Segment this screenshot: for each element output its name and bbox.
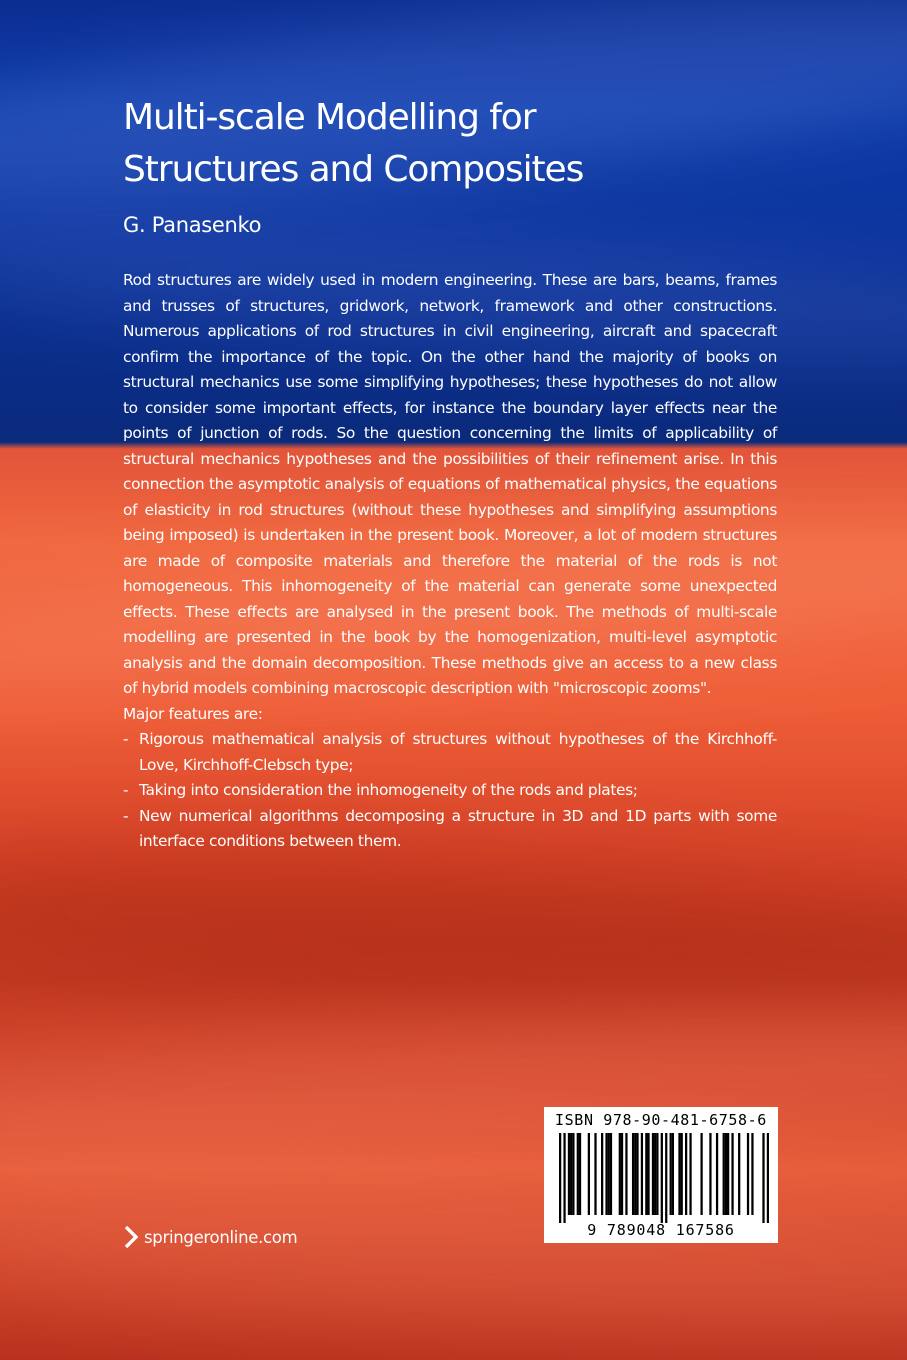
barcode-bar [594,1133,596,1215]
barcode-bar [738,1133,740,1215]
barcode-bar [625,1133,627,1215]
feature-item [123,804,777,855]
barcode-bar [727,1133,729,1215]
barcode-bar [605,1133,607,1215]
barcode-bar [681,1133,683,1215]
barcode-bar [608,1133,610,1215]
ean-digits: 9 789048 167586 [587,1221,735,1239]
bullet-dash: - [123,806,129,825]
barcode-bar [632,1133,634,1215]
barcode-bar [767,1133,769,1223]
barcode-bar [647,1133,649,1215]
barcode-bar [610,1133,612,1215]
isbn-barcode [544,1107,778,1243]
barcode-bar [654,1133,656,1215]
barcode-bar [731,1133,733,1215]
feature-text: New numerical algorithms decomposing a structure in 3D and 1D parts with some interface conditions between them. [139,806,777,850]
barcode-bar [559,1133,561,1223]
features-heading: Major features are: [123,704,263,723]
chevron-right-icon [124,1226,138,1248]
barcode-bar [588,1133,590,1215]
barcode-bar [652,1133,654,1215]
description-paragraph: Rod structures are widely used in modern engineering. These are bars, beams, frames and trusses of structures, gridwork, network, framework and other constructions. Numerous applications of rod structures in civil engineering, aircraft and spacecraft confirm the importance of the topic. On the other hand the majority of books on structural mechanics use some simplifying hypotheses; these hypotheses do not allow to consider some important effects, for instance the boundary layer effects near the points of junction of rods. So the question concerning the limits of applicability of structural mechanics hypotheses and the possibilities of their refinement arise. In this connection the asymptotic analysis of equations of mathematical physics, the equations of elasticity in rod structures (without these hypotheses and simplifying assumptions being imposed) is undertaken in the present book. Moreover, a lot of modern structures are made of composite materials and therefore the material of the rods is not homogeneous. This inhomogeneity of the material can generate some unexpected effects. These effects are analysed in the present book. The methods of multi-scale modelling are presented in the book by the homogenization, multi-level asymptotic analysis and the domain decomposition. These methods give an access to a new class of hybrid models combining macroscopic description with "microscopic zooms". [123,271,777,697]
bullet-dash: - [123,730,129,748]
barcode-bar [636,1133,638,1215]
barcode-bar [645,1133,647,1215]
book-title-line-1: Multi-scale Modelling for [123,97,536,138]
barcode-bar [672,1133,674,1215]
barcode-bar [725,1133,727,1215]
barcode-bar [572,1133,574,1215]
barcode-bar [641,1133,643,1215]
features-list [123,727,777,855]
feature-item [123,778,777,804]
book-title-line-2: Structures and Composites [123,149,584,190]
barcode-bar [656,1133,658,1215]
book-author: G. Panasenko [123,213,262,237]
barcode-bar [619,1133,621,1215]
barcode-bar [568,1133,570,1215]
barcode-bar [621,1133,623,1215]
publisher-link-text[interactable]: springeronline.com [144,1227,298,1247]
barcode-bar [570,1133,572,1215]
barcode-bar [661,1133,663,1223]
barcode-bar [716,1133,718,1215]
barcode-bar [579,1133,581,1215]
barcode-bar [685,1133,687,1215]
barcode-bar [601,1133,603,1215]
barcode-bar [723,1133,725,1215]
barcode-bar [665,1133,667,1223]
barcode-bar [747,1133,749,1215]
barcode-bar [577,1133,579,1215]
feature-text: Rigorous mathematical analysis of structures without hypotheses of the Kirchhoff-Love, Kirchhoff-Clebsch type; [139,730,777,774]
light-sweep [0,826,907,1044]
feature-text: Taking into consideration the inhomogeneity of the rods and plates; [139,781,638,799]
barcode-bars [559,1133,769,1223]
barcode-bar [563,1133,565,1223]
barcode-bar [678,1133,680,1215]
bullet-dash: - [123,781,129,799]
barcode-bar [670,1133,672,1215]
publisher-link[interactable] [124,1223,297,1251]
barcode-bar [689,1133,691,1215]
barcode-bar [700,1133,702,1215]
barcode-bar [762,1133,764,1223]
book-title [123,92,763,196]
barcode-bar [709,1133,711,1215]
blurb [123,268,777,855]
feature-item [123,727,777,778]
isbn-label: ISBN 978-90-481-6758-6 [555,1111,767,1129]
barcode-bar [634,1133,636,1215]
barcode-bar [751,1133,753,1215]
